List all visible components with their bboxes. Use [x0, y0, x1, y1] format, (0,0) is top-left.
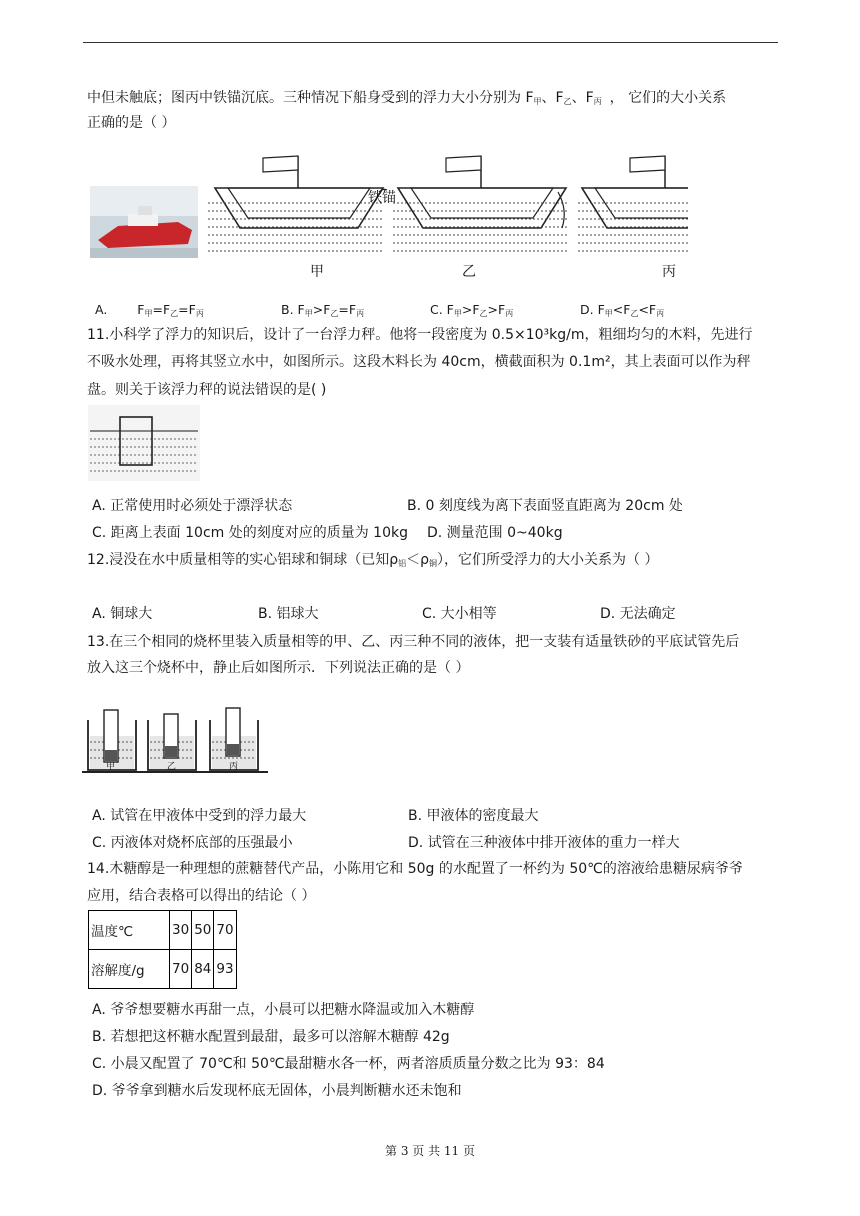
fig-label-jia: 甲 — [310, 264, 324, 280]
q10-option-a[interactable]: A. $F_甲=F_乙=F_丙$ — [95, 302, 204, 318]
q11-stem-line2: 不吸水处理，再将其竖立水中，如图所示。这段木料长为 40cm，横截面积为 0.1m²，其上表面可以作为秤 — [87, 354, 751, 370]
q13-stem-line2: 放入这三个烧杯中，静止后如图所示．下列说法正确的是（ ） — [87, 660, 470, 676]
q14-option-b[interactable]: B. 若想把这杯糖水配置到最甜，最多可以溶解木糖醇 42g — [92, 1029, 450, 1045]
q11-option-a[interactable]: A. 正常使用时必须处于漂浮状态 — [92, 498, 293, 514]
table-cell: 70 — [214, 911, 236, 950]
ship-diagram-yi — [393, 156, 568, 251]
q13-option-a[interactable]: A. 试管在甲液体中受到的浮力最大 — [92, 808, 307, 824]
q10-option-d[interactable]: D. $F_甲<F_乙<F_丙$ — [580, 302, 665, 318]
q12-option-d[interactable]: D. 无法确定 — [600, 606, 676, 622]
table-cell: 50 — [192, 911, 214, 950]
q14-option-c[interactable]: C. 小晨又配置了 70℃和 50℃最甜糖水各一杯，两者溶质质量分数之比为 93：84 — [92, 1056, 605, 1072]
beaker-label-yi: 乙 — [167, 762, 177, 772]
beaker-label-bing: 丙 — [229, 762, 239, 772]
q13-option-d[interactable]: D. 试管在三种液体中排开液体的重力一样大 — [408, 835, 680, 851]
ship-diagram-bing — [578, 156, 688, 252]
q14-option-a[interactable]: A. 爷爷想要糖水再甜一点，小晨可以把糖水降温或加入木糖醇 — [92, 1002, 475, 1018]
q11-stem-line3: 盘。则关于该浮力秤的说法错误的是( ) — [87, 382, 327, 398]
q11-option-c[interactable]: C. 距离上表面 10cm 处的刻度对应的质量为 10kg — [92, 525, 408, 541]
fig-label-bing: 丙 — [662, 264, 676, 280]
q10-stem-line2: 正确的是（ ） — [87, 115, 176, 131]
q14-stem-line2: 应用，结合表格可以得出的结论（ ） — [87, 888, 316, 904]
table-cell: 溶解度/g — [89, 950, 170, 989]
q10-option-b[interactable]: B. $F_甲>F_乙=F_丙$ — [281, 302, 365, 318]
table-cell: 70 — [170, 950, 192, 989]
table-cell: 30 — [170, 911, 192, 950]
fig-label-yi: 乙 — [462, 264, 476, 280]
q10-option-c[interactable]: C. $F_甲>F_乙>F_丙$ — [430, 302, 514, 318]
solubility-table — [88, 910, 237, 989]
q13-stem-line1: 13.在三个相同的烧杯里装入质量相等的甲、乙、丙三种不同的液体，把一支装有适量铁砂的平底试管先后 — [87, 634, 740, 650]
q11-figure-wood-in-water — [88, 405, 200, 481]
q13-option-b[interactable]: B. 甲液体的密度最大 — [408, 808, 539, 824]
q12-stem: 12.浸没在水中质量相等的实心铝球和铜球（已知$\rho_铝<\rho_铜$），它们所受浮力的大小关系为（ ） — [87, 552, 659, 568]
q12-option-b[interactable]: B. 铝球大 — [258, 606, 319, 622]
header-rule — [83, 42, 778, 43]
anchor-label: 铁锚 — [368, 190, 396, 206]
table-cell: 84 — [192, 950, 214, 989]
q13-figure-beakers — [82, 706, 270, 774]
table-cell: 温度℃ — [89, 911, 170, 950]
q10-figure — [88, 148, 688, 286]
ship-diagram-jia — [208, 156, 387, 251]
beaker-label-jia: 甲 — [106, 762, 116, 772]
q14-stem-line1: 14.木糖醇是一种理想的蔗糖替代产品，小陈用它和 50g 的水配置了一杯约为 50℃的溶液给患糖尿病爷爷 — [87, 861, 743, 877]
q11-stem-line1: 11.小科学了浮力的知识后，设计了一台浮力秤。他将一段密度为 0.5×10³kg/m，粗细均匀的木料，先进行 — [87, 327, 753, 343]
table-cell: 93 — [214, 950, 236, 989]
q10-stem-line1: 中但未触底；图丙中铁锚沉底。三种情况下船身受到的浮力大小分别为 $F_甲$、$F_乙$、$F_丙$ ， 它们的大小关系 — [87, 90, 727, 106]
q14-option-d[interactable]: D. 爷爷拿到糖水后发现杯底无固体，小晨判断糖水还未饱和 — [92, 1083, 462, 1099]
q13-option-c[interactable]: C. 丙液体对烧杯底部的压强最小 — [92, 835, 293, 851]
page-footer: 第 3 页 共 11 页 — [385, 1144, 475, 1158]
q11-option-d[interactable]: D. 测量范围 0~40kg — [427, 525, 563, 541]
q11-option-b[interactable]: B. 0 刻度线为离下表面竖直距离为 20cm 处 — [407, 498, 683, 514]
beaker-jia — [88, 710, 136, 770]
beaker-bing — [210, 708, 258, 770]
q12-option-a[interactable]: A. 铜球大 — [92, 606, 153, 622]
ship-photo — [90, 186, 198, 258]
q12-option-c[interactable]: C. 大小相等 — [422, 606, 497, 622]
table-row — [89, 911, 237, 950]
table-row — [89, 950, 237, 989]
